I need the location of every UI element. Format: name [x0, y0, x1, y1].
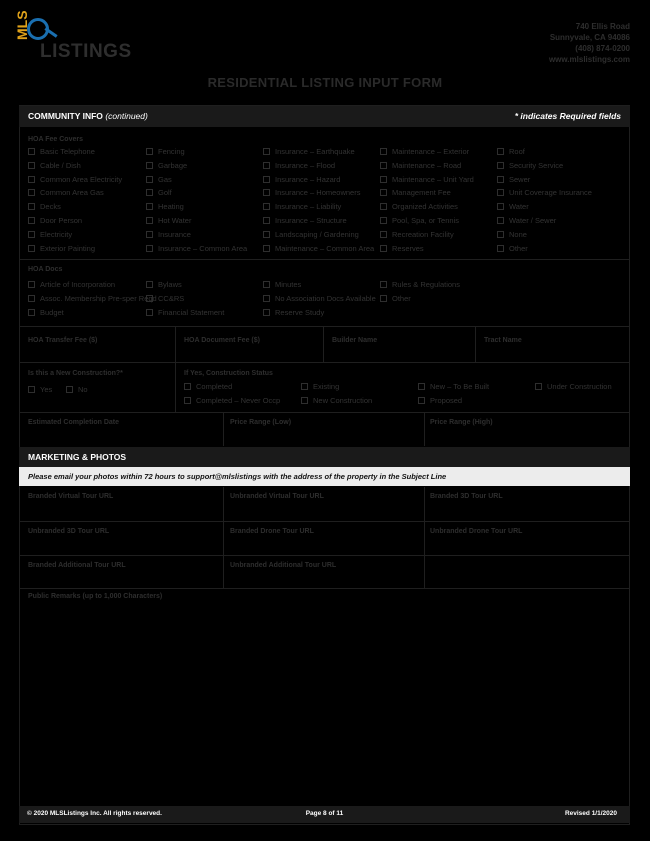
checkbox-box[interactable]: [380, 295, 387, 302]
divider: [19, 412, 630, 413]
hoa-fee-option-checkbox[interactable]: Insurance – Earthquake: [263, 147, 355, 156]
hoa-doc-option-checkbox[interactable]: No Association Docs Available: [263, 294, 376, 303]
construction-status-option-checkbox[interactable]: Completed – Never Occp: [184, 396, 280, 405]
hoa-fee-option-checkbox[interactable]: Fencing: [146, 147, 185, 156]
hoa-fee-covers-label: HOA Fee Covers: [28, 136, 83, 143]
hoa-fee-option-checkbox[interactable]: Decks: [28, 202, 61, 211]
checkbox-box[interactable]: [497, 189, 504, 196]
checkbox-box[interactable]: [497, 162, 504, 169]
hoa-fee-option-checkbox[interactable]: Insurance – Hazard: [263, 175, 340, 184]
unbranded-virtual-tour-url-field[interactable]: Unbranded Virtual Tour URL: [230, 493, 324, 500]
hoa-fee-option-checkbox[interactable]: Security Service: [497, 161, 563, 170]
hoa-fee-option-checkbox[interactable]: Maintenance – Road: [380, 161, 461, 170]
checkbox-box[interactable]: [380, 148, 387, 155]
checkbox-box[interactable]: [380, 245, 387, 252]
checkbox-box[interactable]: [263, 189, 270, 196]
new-construction-no-checkbox[interactable]: No: [66, 385, 88, 394]
construction-status-option-checkbox[interactable]: Under Construction: [535, 382, 612, 391]
checkbox-box[interactable]: [146, 189, 153, 196]
checkbox-box[interactable]: [263, 295, 270, 302]
hoa-fee-option-checkbox[interactable]: Landscaping / Gardening: [263, 230, 359, 239]
checkbox-box[interactable]: [263, 309, 270, 316]
checkbox-box[interactable]: [28, 203, 35, 210]
copyright: © 2020 MLSListings Inc. All rights reserved.: [27, 810, 162, 817]
checkbox-box[interactable]: [497, 231, 504, 238]
construction-status-option-checkbox[interactable]: New – To Be Built: [418, 382, 489, 391]
checkbox-box[interactable]: [301, 397, 308, 404]
checkbox-box[interactable]: [146, 281, 153, 288]
hoa-doc-option-checkbox[interactable]: Article of Incorporation: [28, 280, 115, 289]
checkbox-box[interactable]: [146, 176, 153, 183]
hoa-doc-option-checkbox[interactable]: Budget: [28, 308, 64, 317]
hoa-fee-option-checkbox[interactable]: Insurance – Common Area: [146, 244, 247, 253]
hoa-fee-option-checkbox[interactable]: Unit Coverage Insurance: [497, 188, 592, 197]
checkbox-box[interactable]: [28, 189, 35, 196]
hoa-doc-option-checkbox[interactable]: Other: [380, 294, 411, 303]
checkbox-box[interactable]: [146, 231, 153, 238]
hoa-doc-option-checkbox[interactable]: Bylaws: [146, 280, 182, 289]
checkbox-box[interactable]: [497, 217, 504, 224]
hoa-fee-option-checkbox[interactable]: Maintenance – Unit Yard: [380, 175, 474, 184]
hoa-fee-option-checkbox[interactable]: Recreation Facility: [380, 230, 454, 239]
hoa-docs-label: HOA Docs: [28, 266, 63, 273]
hoa-document-fee-field[interactable]: HOA Document Fee ($): [184, 337, 260, 344]
checkbox-box[interactable]: [380, 203, 387, 210]
hoa-fee-option-checkbox[interactable]: Insurance: [146, 230, 191, 239]
construction-status-label: If Yes, Construction Status: [184, 370, 273, 377]
unbranded-drone-tour-url-field[interactable]: Unbranded Drone Tour URL: [430, 528, 523, 535]
checkbox-box[interactable]: [380, 176, 387, 183]
branded-virtual-tour-url-field[interactable]: Branded Virtual Tour URL: [28, 493, 114, 500]
checkbox-box[interactable]: [263, 162, 270, 169]
divider: [19, 326, 630, 327]
hoa-fee-option-checkbox[interactable]: Exterior Painting: [28, 244, 95, 253]
hoa-doc-option-checkbox[interactable]: Rules & Regulations: [380, 280, 460, 289]
construction-status-option-checkbox[interactable]: Existing: [301, 382, 339, 391]
checkbox-box[interactable]: [263, 148, 270, 155]
required-note: * indicates Required fields: [514, 111, 621, 121]
checkbox-box[interactable]: [146, 295, 153, 302]
marketing-section-header: MARKETING & PHOTOS: [19, 447, 630, 467]
price-range-low-field[interactable]: Price Range (Low): [230, 419, 292, 426]
hoa-fee-option-checkbox[interactable]: Water / Sewer: [497, 216, 556, 225]
checkbox-box[interactable]: [146, 309, 153, 316]
page-number: Page 8 of 11: [305, 810, 344, 817]
hoa-fee-option-checkbox[interactable]: Maintenance – Exterior: [380, 147, 469, 156]
checkbox-box[interactable]: [418, 383, 425, 390]
branded-drone-tour-url-field[interactable]: Branded Drone Tour URL: [230, 528, 314, 535]
public-remarks-field[interactable]: Public Remarks (up to 1,000 Characters): [28, 593, 163, 600]
hoa-fee-option-checkbox[interactable]: Gas: [146, 175, 172, 184]
hoa-fee-option-checkbox[interactable]: Insurance – Liability: [263, 202, 341, 211]
branded-additional-tour-url-field[interactable]: Branded Additional Tour URL: [28, 562, 126, 569]
checkbox-box[interactable]: [146, 148, 153, 155]
hoa-fee-option-checkbox[interactable]: Insurance – Homeowners: [263, 188, 360, 197]
construction-status-option-checkbox[interactable]: Completed: [184, 382, 232, 391]
hoa-fee-option-checkbox[interactable]: Roof: [497, 147, 525, 156]
revision-date: Revised 1/1/2020: [564, 810, 617, 817]
checkbox-box[interactable]: [301, 383, 308, 390]
construction-status-option-checkbox[interactable]: New Construction: [301, 396, 372, 405]
hoa-doc-option-checkbox[interactable]: Reserve Study: [263, 308, 324, 317]
checkbox-box[interactable]: [263, 281, 270, 288]
checkbox-box[interactable]: [28, 309, 35, 316]
hoa-fee-option-checkbox[interactable]: Door Person: [28, 216, 82, 225]
hoa-fee-option-checkbox[interactable]: Maintenance – Common Area: [263, 244, 374, 253]
hoa-fee-option-checkbox[interactable]: Common Area Gas: [28, 188, 104, 197]
checkbox-box[interactable]: [28, 245, 35, 252]
checkbox-box[interactable]: [28, 217, 35, 224]
new-construction-yes-checkbox[interactable]: Yes: [28, 385, 52, 394]
checkbox-box[interactable]: [28, 162, 35, 169]
checkbox-box[interactable]: [184, 397, 191, 404]
hoa-fee-option-checkbox[interactable]: Insurance – Structure: [263, 216, 347, 225]
checkbox-box[interactable]: [146, 245, 153, 252]
divider: [19, 362, 630, 363]
unbranded-additional-tour-url-field[interactable]: Unbranded Additional Tour URL: [230, 562, 337, 569]
new-construction-label: Is this a New Construction?*: [28, 370, 123, 377]
hoa-fee-option-checkbox[interactable]: Water: [497, 202, 529, 211]
checkbox-box[interactable]: [263, 231, 270, 238]
hoa-doc-option-checkbox[interactable]: Financial Statement: [146, 308, 224, 317]
hoa-fee-option-checkbox[interactable]: Basic Telephone: [28, 147, 95, 156]
checkbox-box[interactable]: [28, 231, 35, 238]
hoa-fee-option-checkbox[interactable]: Cable / Dish: [28, 161, 81, 170]
hoa-fee-option-checkbox[interactable]: Sewer: [497, 175, 530, 184]
hoa-transfer-fee-field[interactable]: HOA Transfer Fee ($): [28, 337, 98, 344]
checkbox-box[interactable]: [263, 203, 270, 210]
logo-mls: MLS: [14, 10, 30, 40]
hoa-doc-option-checkbox[interactable]: Minutes: [263, 280, 301, 289]
checkbox-box[interactable]: [380, 162, 387, 169]
hoa-fee-option-checkbox[interactable]: Pool, Spa, or Tennis: [380, 216, 459, 225]
checkbox-box[interactable]: [380, 217, 387, 224]
divider: [19, 259, 630, 260]
photo-email-notice: Please email your photos within 72 hours to support@mlslistings with the address of the property in the Subject Line: [19, 467, 630, 486]
hoa-doc-option-checkbox[interactable]: Assoc. Membership Pre-sper Reqd: [28, 294, 157, 303]
hoa-fee-option-checkbox[interactable]: Hot Water: [146, 216, 191, 225]
checkbox-box[interactable]: [28, 295, 35, 302]
checkbox-box[interactable]: [263, 217, 270, 224]
construction-status-option-checkbox[interactable]: Proposed: [418, 396, 462, 405]
tract-name-field[interactable]: Tract Name: [484, 337, 522, 344]
checkbox-box[interactable]: [146, 203, 153, 210]
checkbox-box[interactable]: [146, 217, 153, 224]
checkbox-box[interactable]: [146, 162, 153, 169]
hoa-fee-option-checkbox[interactable]: Insurance – Flood: [263, 161, 335, 170]
hoa-fee-option-checkbox[interactable]: Other: [497, 244, 528, 253]
hoa-doc-option-checkbox[interactable]: CC&RS: [146, 294, 184, 303]
checkbox-box[interactable]: [263, 245, 270, 252]
checkbox-box[interactable]: [380, 231, 387, 238]
checkbox-box[interactable]: [380, 281, 387, 288]
form-title: RESIDENTIAL LISTING INPUT FORM: [207, 75, 443, 90]
checkbox-box[interactable]: [418, 397, 425, 404]
checkbox-box[interactable]: [535, 383, 542, 390]
checkbox-box[interactable]: [497, 148, 504, 155]
hoa-fee-option-checkbox[interactable]: Management Fee: [380, 188, 451, 197]
estimated-completion-date-field[interactable]: Estimated Completion Date: [28, 419, 120, 426]
price-range-high-field[interactable]: Price Range (High): [430, 419, 493, 426]
checkbox-box[interactable]: [184, 383, 191, 390]
company-address: 740 Ellis Road Sunnyvale, CA 94086 (408) 874-0200 www.mlslistings.com: [548, 22, 630, 64]
unbranded-3d-tour-url-field[interactable]: Unbranded 3D Tour URL: [28, 528, 110, 535]
checkbox-box[interactable]: [28, 281, 35, 288]
hoa-fee-option-checkbox[interactable]: Organized Activities: [380, 202, 458, 211]
logo-text: LISTINGS: [40, 41, 132, 62]
hoa-fee-option-checkbox[interactable]: None: [497, 230, 527, 239]
hoa-fee-option-checkbox[interactable]: Heating: [146, 202, 184, 211]
checkbox-box[interactable]: [497, 245, 504, 252]
hoa-fee-option-checkbox[interactable]: Reserves: [380, 244, 424, 253]
checkbox-box[interactable]: [28, 148, 35, 155]
builder-name-field[interactable]: Builder Name: [332, 337, 378, 344]
checkbox-box[interactable]: [497, 176, 504, 183]
hoa-fee-option-checkbox[interactable]: Common Area Electricity: [28, 175, 122, 184]
checkbox-box[interactable]: [380, 189, 387, 196]
hoa-fee-option-checkbox[interactable]: Golf: [146, 188, 172, 197]
checkbox-box[interactable]: [263, 176, 270, 183]
hoa-fee-option-checkbox[interactable]: Garbage: [146, 161, 187, 170]
checkbox-box[interactable]: [28, 176, 35, 183]
community-section-header: COMMUNITY INFO (continued) * indicates Required fields: [19, 106, 630, 127]
page-footer: [19, 806, 630, 823]
checkbox-box[interactable]: [497, 203, 504, 210]
hoa-fee-option-checkbox[interactable]: Electricity: [28, 230, 72, 239]
branded-3d-tour-url-field[interactable]: Branded 3D Tour URL: [430, 493, 503, 500]
